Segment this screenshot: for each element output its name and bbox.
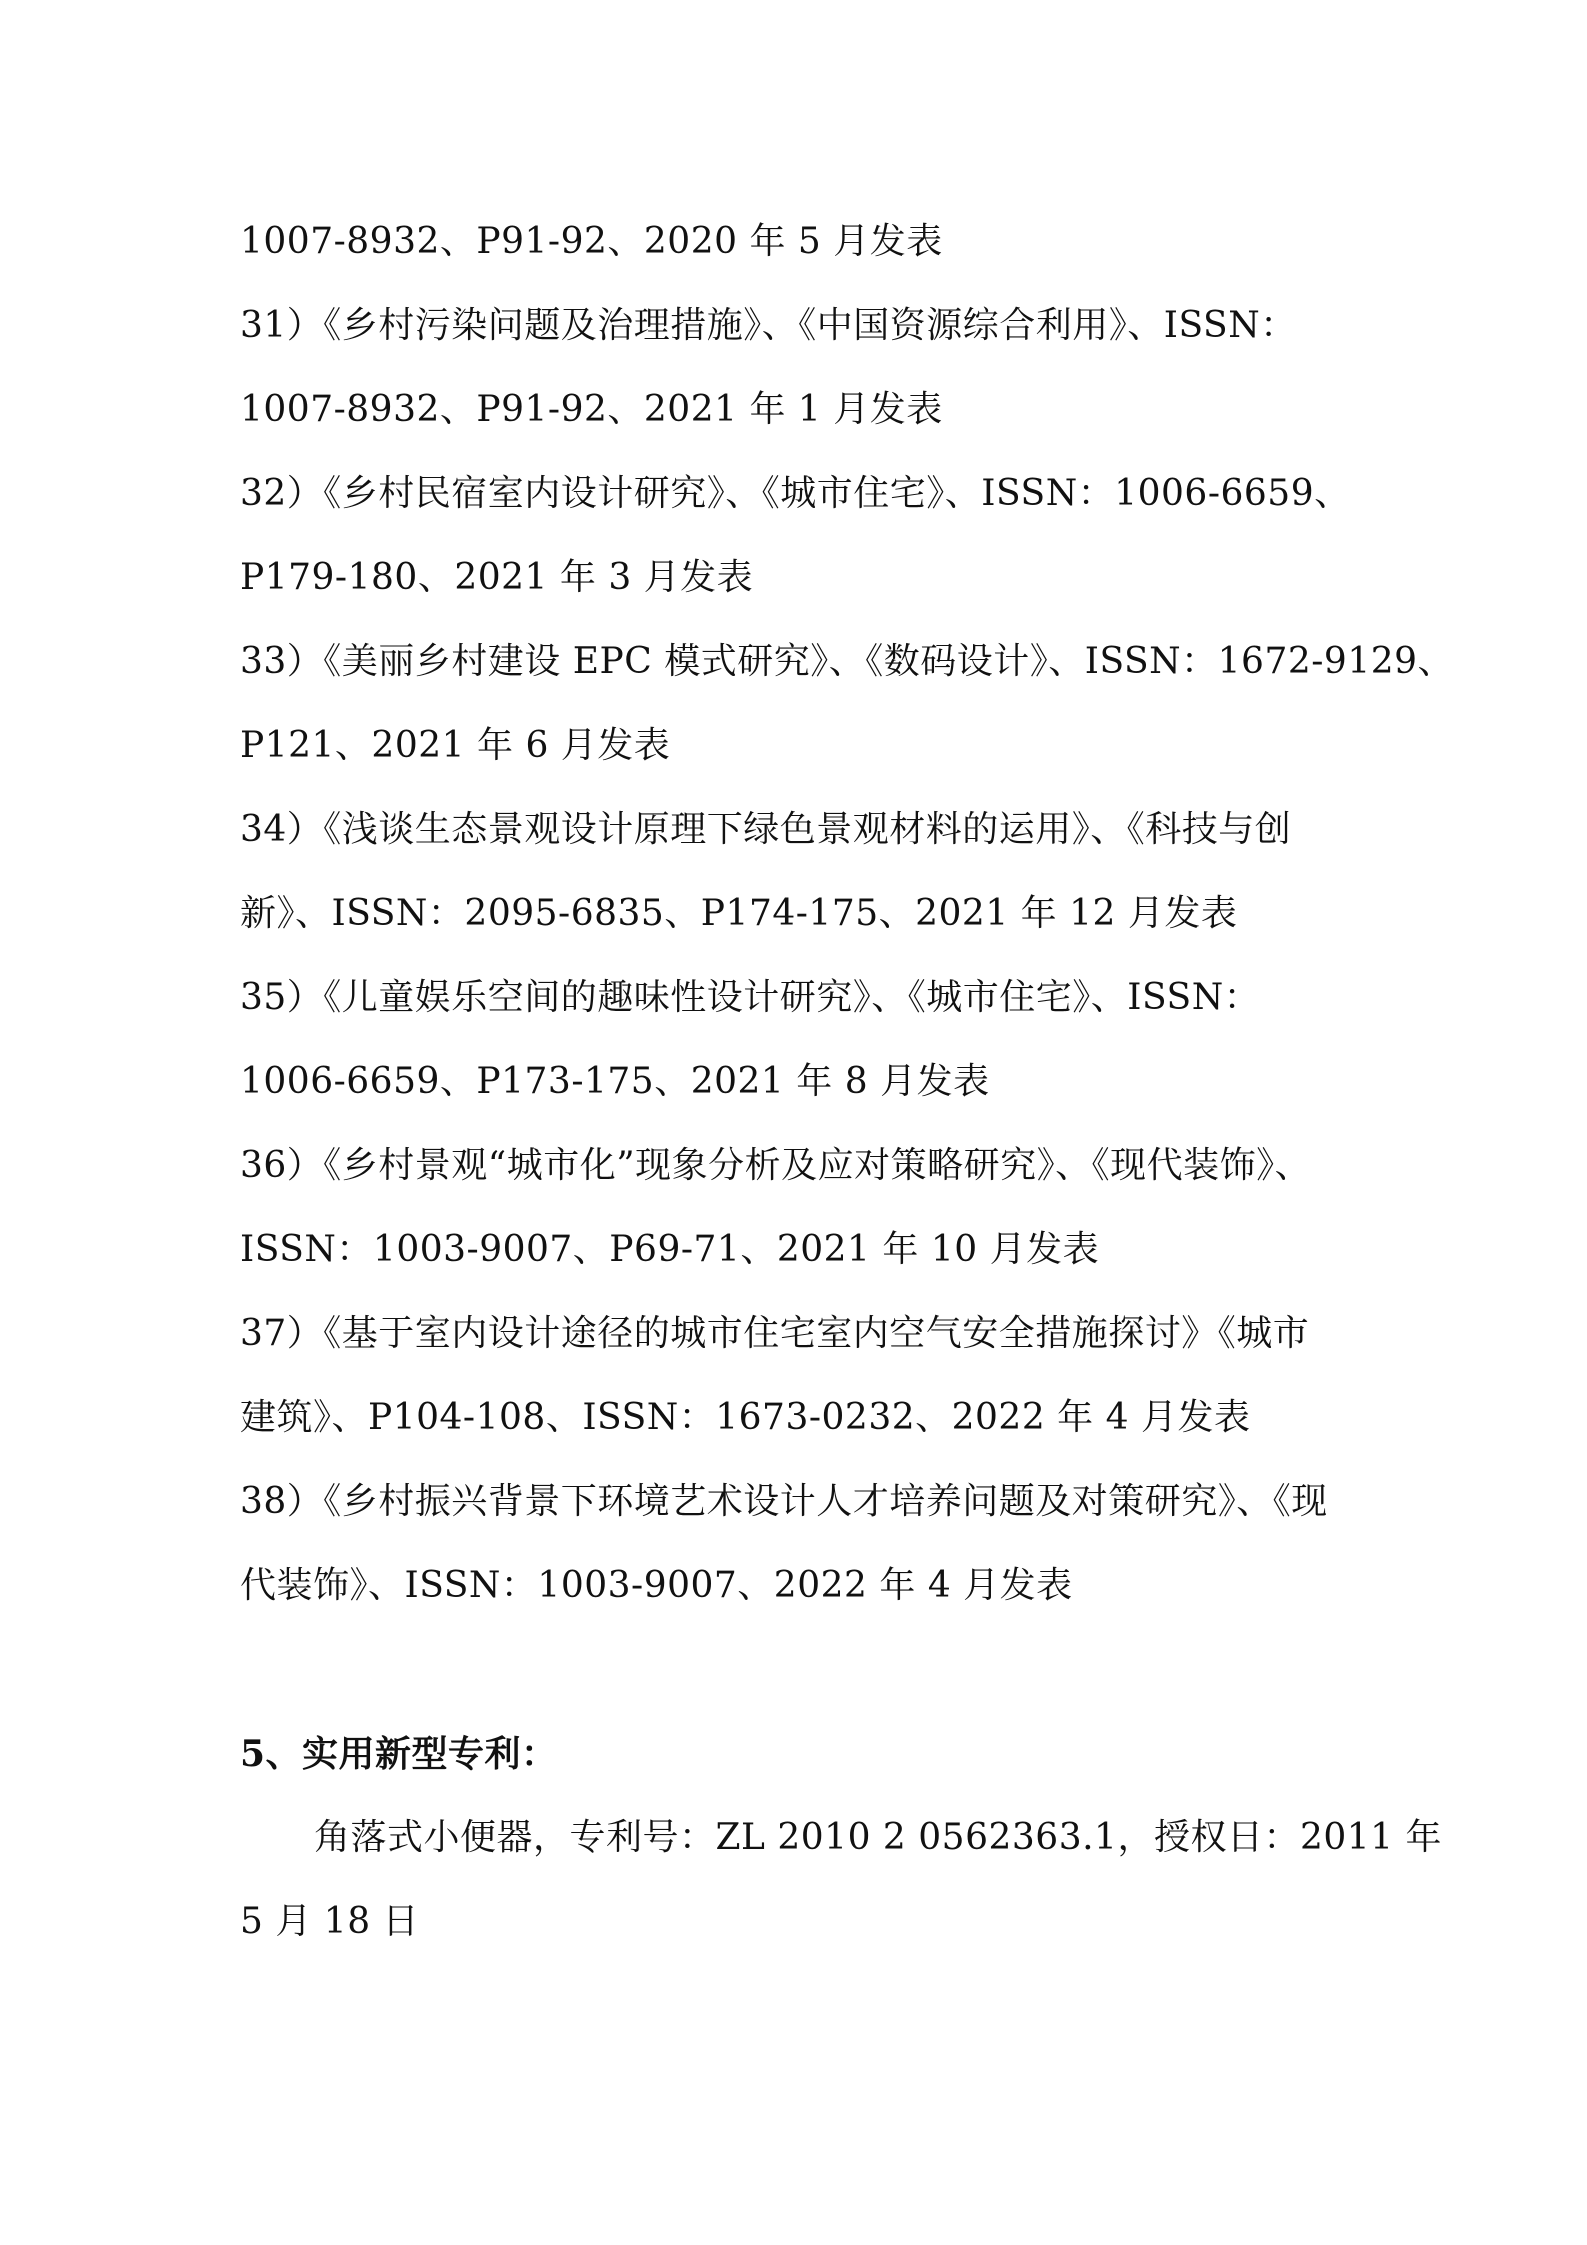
text-line: 38）《乡村振兴背景下环境艺术设计人才培养问题及对策研究》、《现	[240, 1481, 1328, 1522]
text-line: 35）《儿童娱乐空间的趣味性设计研究》、《城市住宅》、ISSN：	[240, 977, 1261, 1018]
text-line: 31）《乡村污染问题及治理措施》、《中国资源综合利用》、ISSN：	[240, 305, 1297, 346]
text-line: 新》、ISSN：2095-6835、P174-175、2021 年 12 月发表	[240, 893, 1238, 934]
section-heading: 5、实用新型专利：	[240, 1733, 558, 1775]
text-line: 代装饰》、ISSN：1003-9007、2022 年 4 月发表	[240, 1565, 1073, 1606]
text-line: 32）《乡村民宿室内设计研究》、《城市住宅》、ISSN：1006-6659、	[240, 473, 1351, 514]
text-line: 33）《美丽乡村建设 EPC 模式研究》、《数码设计》、ISSN：1672-9129、	[240, 641, 1455, 682]
publication-list	[240, 200, 1455, 1964]
text-line: 36）《乡村景观“城市化”现象分析及应对策略研究》、《现代装饰》、	[240, 1145, 1312, 1186]
text-line: 1007-8932、P91-92、2021 年 1 月发表	[240, 389, 943, 430]
section-spacer	[240, 1628, 1355, 1712]
text-line: 1006-6659、P173-175、2021 年 8 月发表	[240, 1061, 990, 1102]
text-line: 37）《基于室内设计途径的城市住宅室内空气安全措施探讨》《城市	[240, 1313, 1310, 1354]
text-line: P179-180、2021 年 3 月发表	[240, 557, 754, 598]
text-line: ISSN：1003-9007、P69-71、2021 年 10 月发表	[240, 1229, 1100, 1270]
text-line: 34）《浅谈生态景观设计原理下绿色景观材料的运用》、《科技与创	[240, 809, 1292, 850]
text-line: 1007-8932、P91-92、2020 年 5 月发表	[240, 221, 943, 262]
text-line: 建筑》、P104-108、ISSN：1673-0232、2022 年 4 月发表	[240, 1397, 1251, 1438]
patent-line: 角落式小便器，专利号：ZL 2010 2 0562363.1，授权日：2011 年	[314, 1817, 1443, 1858]
patent-line: 5 月 18 日	[240, 1901, 420, 1942]
text-line: P121、2021 年 6 月发表	[240, 725, 671, 766]
